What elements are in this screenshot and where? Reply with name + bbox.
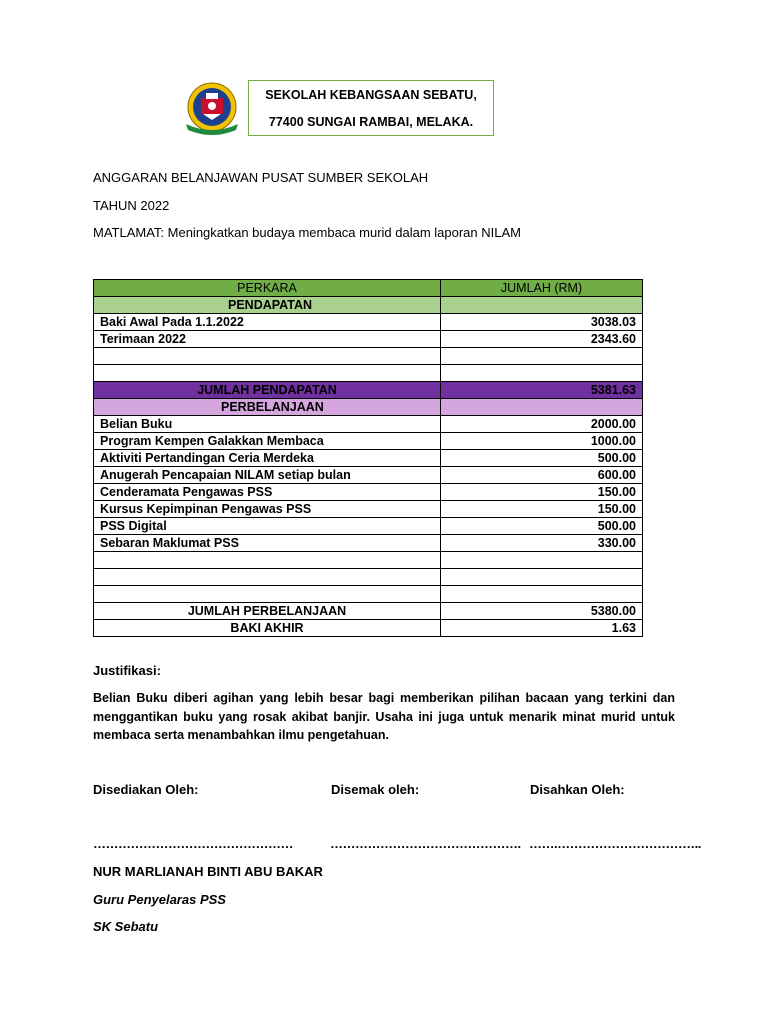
row-item: Program Kempen Galakkan Membaca xyxy=(94,433,441,450)
income-total-amount: 5381.63 xyxy=(441,382,643,399)
col-header-item: PERKARA xyxy=(94,280,441,297)
row-amount: 500.00 xyxy=(441,518,643,535)
table-row xyxy=(94,433,643,450)
income-total-row xyxy=(94,382,643,399)
expense-section-row xyxy=(94,399,643,416)
row-item: Baki Awal Pada 1.1.2022 xyxy=(94,314,441,331)
income-header: PENDAPATAN xyxy=(94,297,441,314)
table-row xyxy=(94,416,643,433)
empty-row xyxy=(94,586,643,603)
document-year: TAHUN 2022 xyxy=(93,198,170,213)
row-amount: 150.00 xyxy=(441,484,643,501)
document-goal: MATLAMAT: Meningkatkan budaya membaca murid dalam laporan NILAM xyxy=(93,225,521,240)
preparer-school: SK Sebatu xyxy=(93,919,159,934)
budget-table xyxy=(93,279,643,637)
col-header-amount: JUMLAH (RM) xyxy=(441,280,643,297)
row-item: Anugerah Pencapaian NILAM setiap bulan xyxy=(94,467,441,484)
row-amount: 150.00 xyxy=(441,501,643,518)
empty-row xyxy=(94,365,643,382)
balance-amount: 1.63 xyxy=(441,620,643,637)
table-row xyxy=(94,484,643,501)
row-item: Kursus Kepimpinan Pengawas PSS xyxy=(94,501,441,518)
row-item: Belian Buku xyxy=(94,416,441,433)
expense-header: PERBELANJAAN xyxy=(94,399,441,416)
row-item: PSS Digital xyxy=(94,518,441,535)
table-row xyxy=(94,331,643,348)
expense-total-amount: 5380.00 xyxy=(441,603,643,620)
table-header-row xyxy=(94,280,643,297)
row-amount: 600.00 xyxy=(441,467,643,484)
justification-label: Justifikasi: xyxy=(93,663,161,678)
school-name: SEKOLAH KEBANGSAAN SEBATU, xyxy=(265,88,477,102)
preparer-position: Guru Penyelaras PSS xyxy=(93,892,226,907)
row-amount: 1000.00 xyxy=(441,433,643,450)
table-row xyxy=(94,518,643,535)
school-address-box xyxy=(248,80,494,136)
prepared-signature-line: ………………………………………… xyxy=(93,836,293,851)
approved-signature-line: …….…………………………….. xyxy=(529,836,701,851)
row-amount: 2000.00 xyxy=(441,416,643,433)
table-row xyxy=(94,467,643,484)
document-title: ANGGARAN BELANJAWAN PUSAT SUMBER SEKOLAH xyxy=(93,170,429,185)
income-total-label: JUMLAH PENDAPATAN xyxy=(94,382,441,399)
table-row xyxy=(94,501,643,518)
prepared-by-label: Disediakan Oleh: xyxy=(93,782,199,797)
empty-row xyxy=(94,552,643,569)
row-item: Cenderamata Pengawas PSS xyxy=(94,484,441,501)
approved-by-label: Disahkan Oleh: xyxy=(530,782,625,797)
empty-row xyxy=(94,569,643,586)
school-crest-logo-icon xyxy=(182,78,242,138)
income-section-row xyxy=(94,297,643,314)
balance-row xyxy=(94,620,643,637)
table-row xyxy=(94,535,643,552)
row-amount: 3038.03 xyxy=(441,314,643,331)
checked-signature-line: ………………………………………. xyxy=(330,836,521,851)
table-row xyxy=(94,314,643,331)
checked-by-label: Disemak oleh: xyxy=(331,782,420,797)
row-item: Terimaan 2022 xyxy=(94,331,441,348)
row-item: Aktiviti Pertandingan Ceria Merdeka xyxy=(94,450,441,467)
expense-total-row xyxy=(94,603,643,620)
balance-label: BAKI AKHIR xyxy=(94,620,441,637)
row-amount: 2343.60 xyxy=(441,331,643,348)
table-row xyxy=(94,450,643,467)
empty-row xyxy=(94,348,643,365)
row-amount: 500.00 xyxy=(441,450,643,467)
school-address: 77400 SUNGAI RAMBAI, MELAKA. xyxy=(268,115,474,129)
row-item: Sebaran Maklumat PSS xyxy=(94,535,441,552)
expense-total-label: JUMLAH PERBELANJAAN xyxy=(94,603,441,620)
justification-text: Belian Buku diberi agihan yang lebih besar bagi memberikan pilihan bacaan yang terkini dan menggantikan buku yang rosak akibat banjir. Usaha ini juga untuk menarik minat murid untuk membaca serta menambahkan ilmu pengetahuan. xyxy=(93,691,675,742)
row-amount: 330.00 xyxy=(441,535,643,552)
preparer-name: NUR MARLIANAH BINTI ABU BAKAR xyxy=(93,864,323,879)
